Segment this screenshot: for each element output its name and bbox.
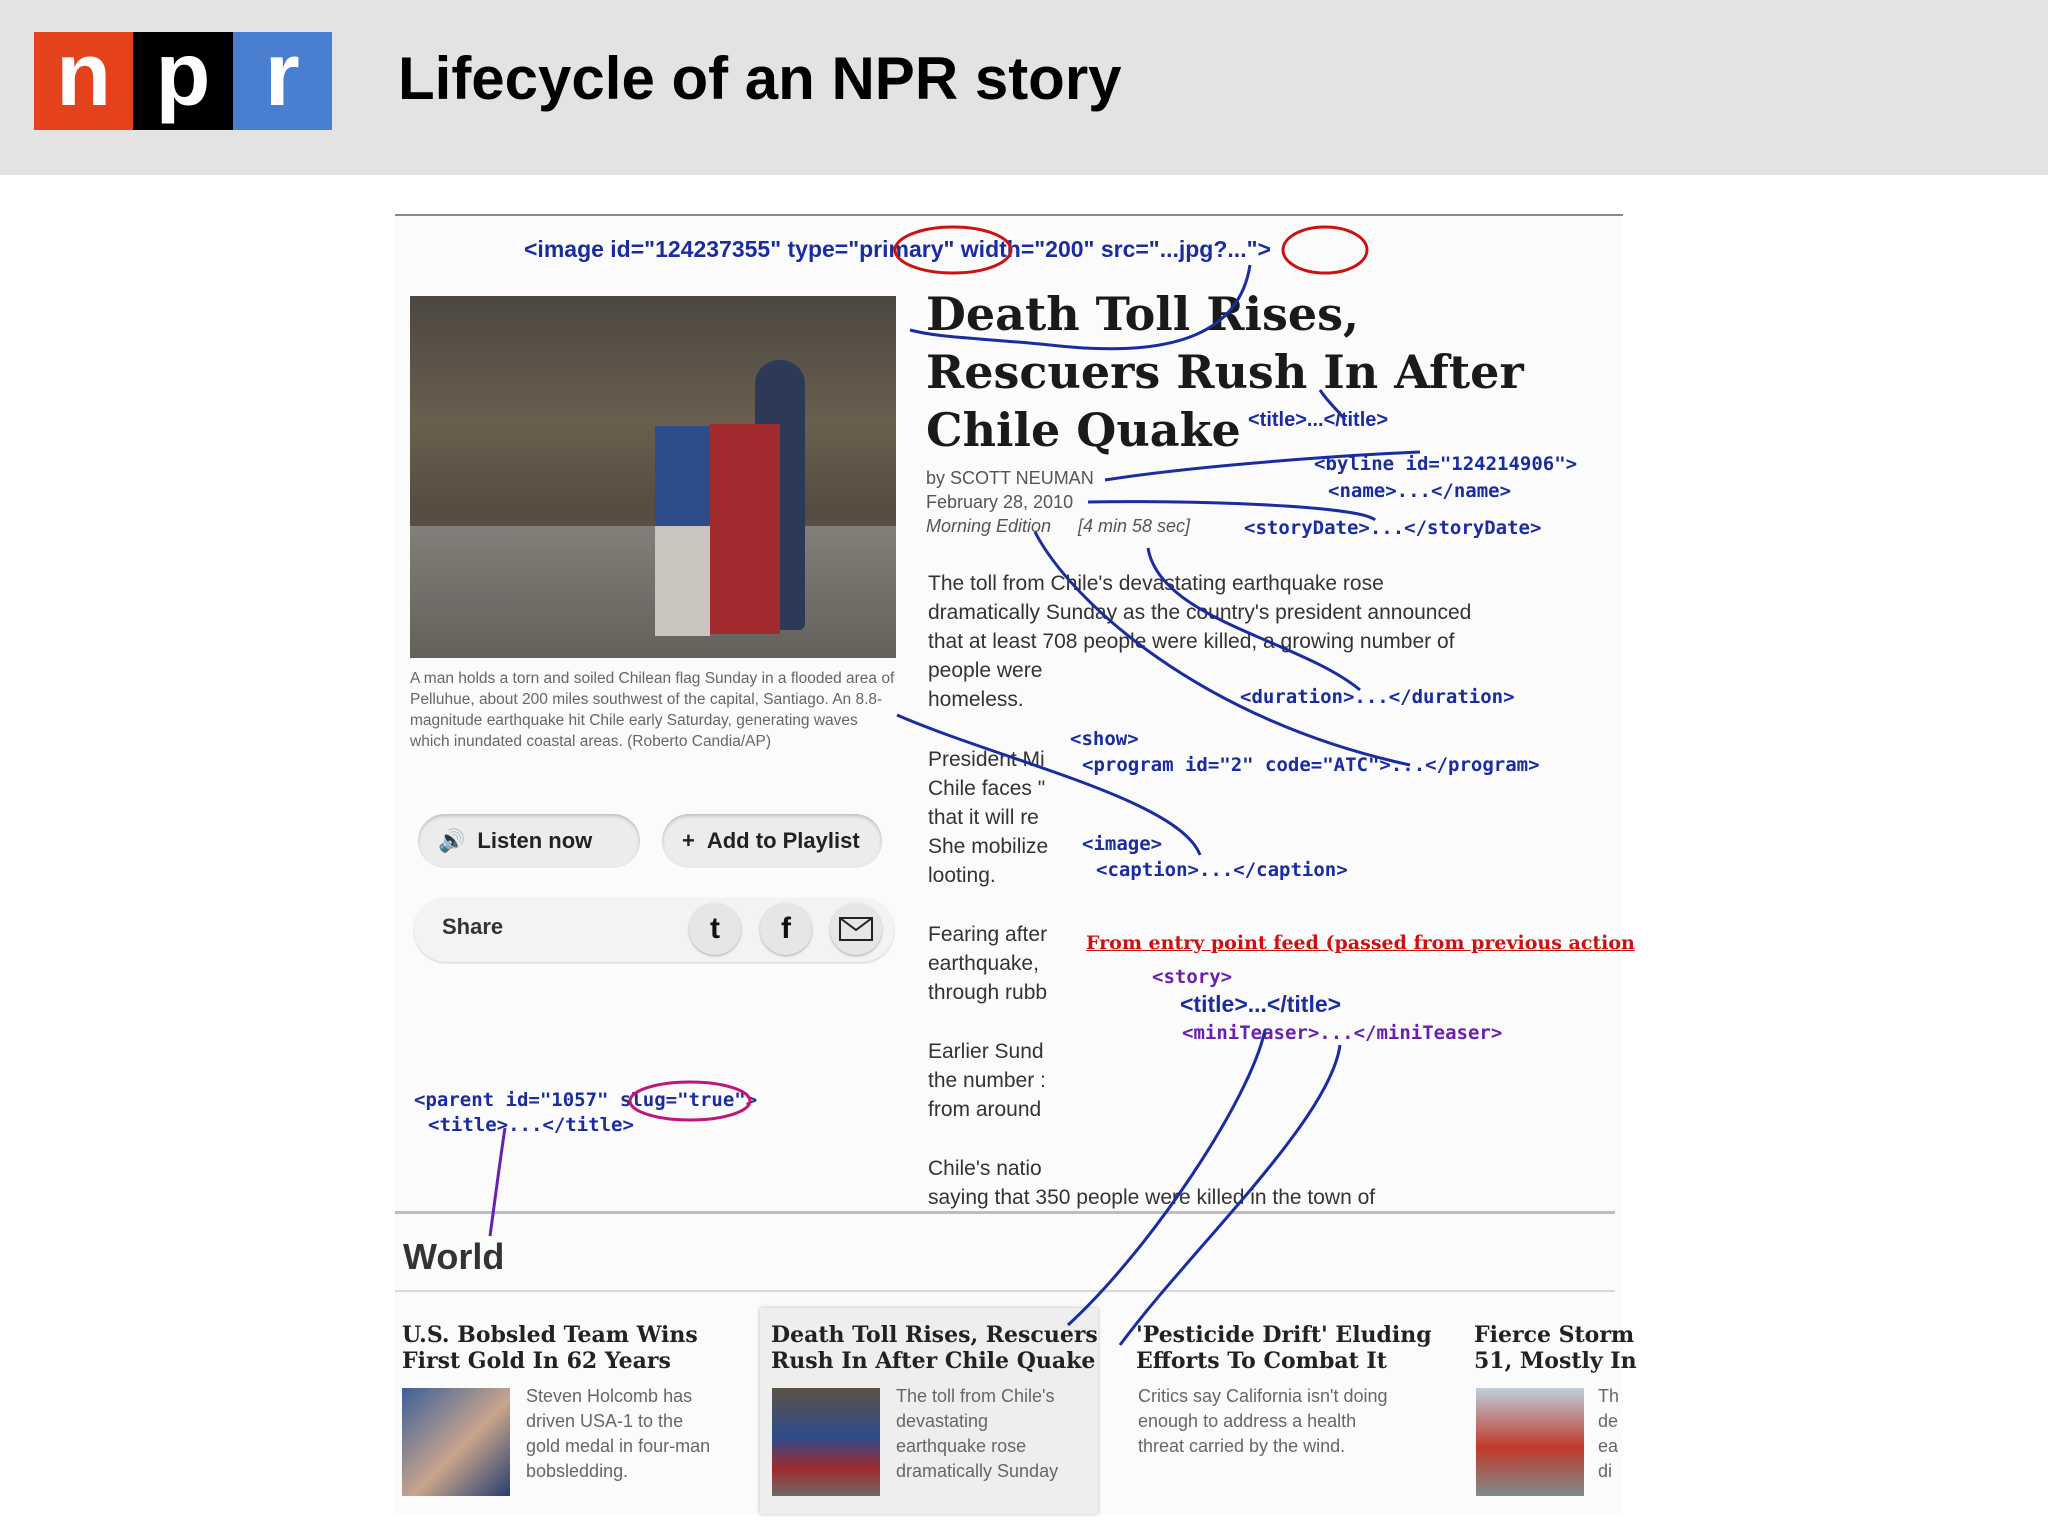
body-line: dramatically Sunday as the country's president announced <box>928 601 1472 624</box>
body-line: Chile's natio <box>928 1157 1042 1180</box>
card-teaser-line: ea <box>1598 1436 1619 1456</box>
card-teaser-line: Steven Holcomb has <box>526 1386 693 1406</box>
miniteaser-connector <box>1120 1045 1340 1345</box>
miniteaser-tag-annotation: <miniTeaser>...</miniTeaser> <box>1182 1022 1503 1044</box>
card-headline-line: U.S. Bobsled Team Wins <box>402 1322 698 1348</box>
byline-connector <box>1105 452 1420 480</box>
parent-connector <box>490 1128 505 1236</box>
body-line: the number : <box>928 1069 1046 1092</box>
story-title-connector <box>1068 1030 1265 1325</box>
photo-caption: A man holds a torn and soiled Chilean flag Sunday in a flooded area of Pelluhue, about 200 miles southwest of the capital, Santiago. An 8.8-magnitude earthquake hit Chile early Saturday, generating waves which inundated coastal areas. (Roberto Candia/AP) <box>410 670 895 750</box>
logo-letter-n: n <box>34 32 133 130</box>
body-line: through rubb <box>928 981 1048 1004</box>
world-heading[interactable]: World <box>403 1236 505 1277</box>
card-headline-line: 51, Mostly In <box>1474 1348 1637 1374</box>
logo-letter-p: p <box>133 32 232 130</box>
body-line: that at least 708 people were killed, a growing number of <box>928 630 1455 653</box>
card-headline-line: Fierce Storm <box>1474 1322 1635 1348</box>
card-headline-line: Death Toll Rises, Rescuers <box>771 1322 1098 1348</box>
parent-tag-annotation: <parent id="1057" slug="true"> <box>414 1089 758 1111</box>
slide-title: Lifecycle of an NPR story <box>398 45 1122 112</box>
card-headline-line: Efforts To Combat It <box>1136 1348 1387 1374</box>
card-teaser-line: bobsledding. <box>526 1461 629 1481</box>
query-highlight-oval <box>1283 227 1367 273</box>
image-connector <box>910 265 1250 349</box>
speaker-icon: 🔊 <box>438 828 466 853</box>
body-line: from around <box>928 1098 1042 1121</box>
title-connector <box>1320 390 1345 420</box>
body-line: people were <box>928 659 1043 682</box>
show-tag-annotation: <show> <box>1070 728 1139 750</box>
body-line: The toll from Chile's devastating earthquake rose <box>928 572 1384 595</box>
body-line: saying that 350 people were killed in the town of <box>928 1186 1376 1209</box>
name-tag-annotation: <name>...</name> <box>1328 480 1512 502</box>
card-headline-line: First Gold In 62 Years <box>402 1348 671 1374</box>
body-line: looting. <box>928 864 996 887</box>
card-teaser-line: Th <box>1598 1386 1620 1406</box>
twitter-icon: t <box>710 912 720 945</box>
story-duration: [4 min 58 sec] <box>1078 516 1191 536</box>
body-line: Chile faces " <box>928 777 1046 800</box>
caption-connector <box>897 715 1200 855</box>
body-line: that it will re <box>928 806 1039 829</box>
plus-icon: + <box>682 828 695 853</box>
card-teaser-line: dramatically Sunday <box>896 1461 1059 1481</box>
card-teaser-line: driven USA-1 to the <box>526 1411 684 1431</box>
card-teaser-line: devastating <box>896 1411 989 1431</box>
duration-connector <box>1148 548 1360 690</box>
story-program[interactable]: Morning Edition <box>926 516 1052 536</box>
program-connector <box>1035 532 1410 765</box>
byline-tag-annotation: <byline id="124214906"> <box>1314 453 1578 475</box>
entry-point-note: From entry point feed (passed from previous action <box>1086 932 1635 954</box>
add-to-playlist-label: Add to Playlist <box>706 828 860 853</box>
slug-highlight-oval <box>630 1082 750 1120</box>
headline-line: Death Toll Rises, <box>926 287 1360 341</box>
card-teaser-line: The toll from Chile's <box>896 1386 1055 1406</box>
body-line: homeless. <box>928 688 1024 711</box>
body-line: President Mi <box>928 748 1045 771</box>
card-teaser-line: enough to address a health <box>1138 1411 1357 1431</box>
card-teaser-line: de <box>1598 1411 1619 1431</box>
storydate-tag-annotation: <storyDate>...</storyDate> <box>1244 517 1542 539</box>
body-line: She mobilize <box>928 835 1049 858</box>
card-teaser-line: Critics say California isn't doing <box>1138 1386 1388 1406</box>
card-teaser-line: earthquake rose <box>896 1436 1027 1456</box>
story-title-tag-annotation: <title>...</title> <box>1180 991 1342 1017</box>
story-date: February 28, 2010 <box>926 492 1074 512</box>
headline-line: Rescuers Rush In After <box>926 345 1524 399</box>
body-line: Earlier Sund <box>928 1040 1044 1063</box>
story-tag-annotation: <story> <box>1152 966 1233 988</box>
listen-now-label: Listen now <box>477 828 593 853</box>
storydate-connector <box>1088 502 1375 520</box>
card-teaser-line: di <box>1598 1461 1613 1481</box>
facebook-icon: f <box>781 912 791 945</box>
program-tag-annotation: <program id="2" code="ATC">...</program> <box>1082 754 1540 776</box>
headline-line: Chile Quake <box>926 403 1241 457</box>
logo-letter-r: r <box>233 32 332 130</box>
duration-tag-annotation: <duration>...</duration> <box>1240 686 1515 708</box>
card-teaser-line: threat carried by the wind. <box>1138 1436 1346 1456</box>
body-line: Fearing after <box>928 923 1048 946</box>
card-headline-line: Rush In After Chile Quake <box>771 1348 1096 1374</box>
caption-tag-annotation: <caption>...</caption> <box>1096 859 1348 881</box>
parent-title-tag-annotation: <title>...</title> <box>428 1114 634 1136</box>
card-teaser-line: gold medal in four-man <box>526 1436 711 1456</box>
story-byline[interactable]: by SCOTT NEUMAN <box>926 468 1094 488</box>
image-tag-annotation: <image id="124237355" type="primary" width="200" src="...jpg?..."> <box>524 236 1271 262</box>
card-headline-line: 'Pesticide Drift' Eluding <box>1136 1322 1432 1348</box>
body-line: earthquake, <box>928 952 1039 975</box>
primary-highlight-oval <box>895 227 1011 273</box>
title-tag-annotation: <title>...</title> <box>1248 409 1389 431</box>
share-label: Share <box>442 914 504 939</box>
image-open-tag-annotation: <image> <box>1082 833 1163 855</box>
